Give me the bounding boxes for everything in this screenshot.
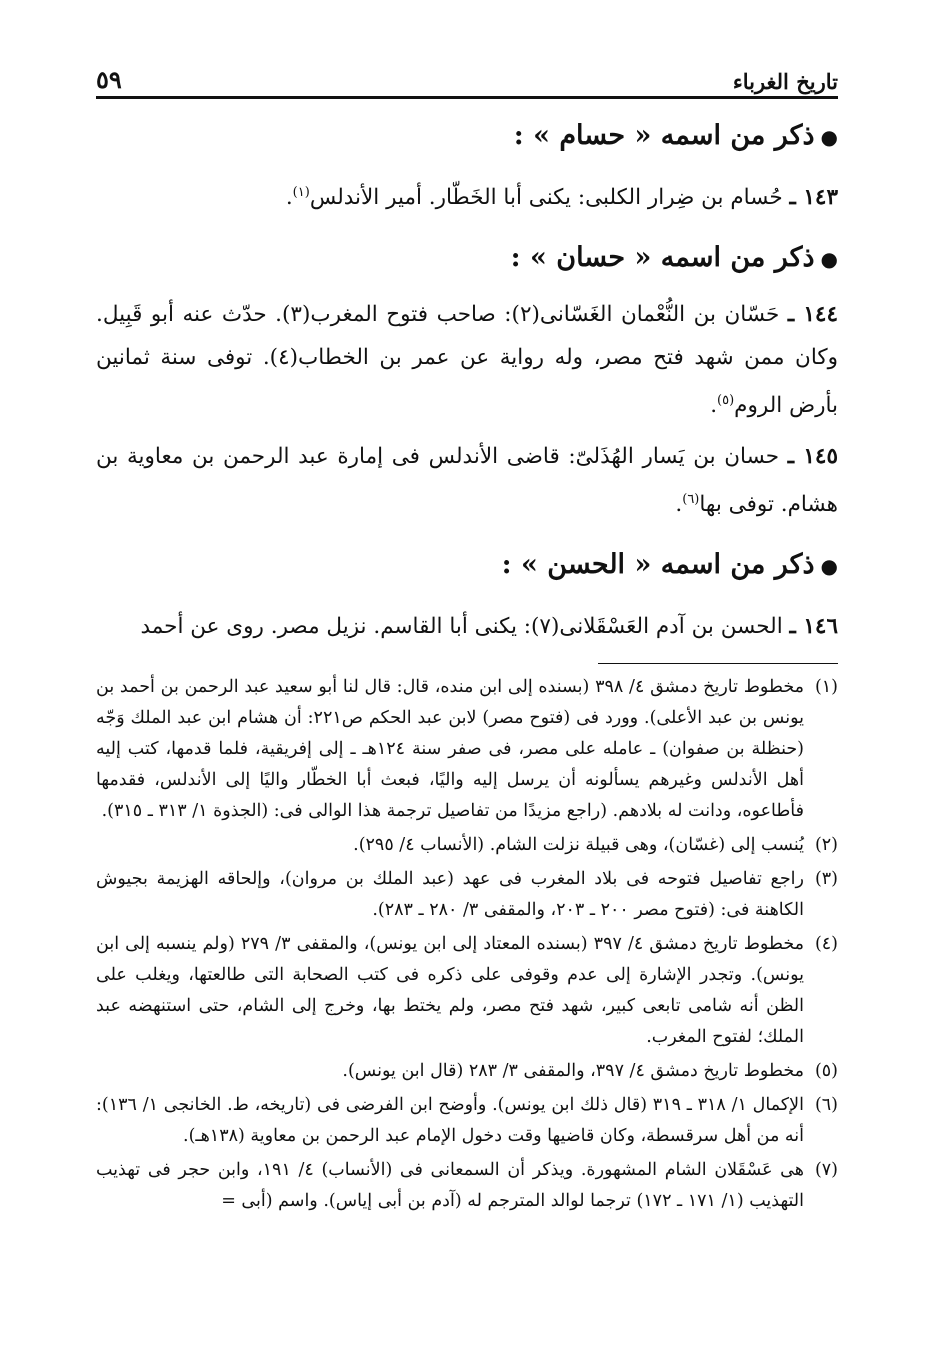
entry-text: الحسن بن آدم العَسْقَلانى(٧): يكنى أبا القاسم. نزيل مصر. روى عن أحمد bbox=[140, 614, 783, 640]
footnote bbox=[96, 672, 838, 827]
biography-entry bbox=[96, 600, 838, 648]
footnote bbox=[96, 830, 838, 861]
footnote bbox=[96, 1056, 838, 1087]
footnote-number: (٥) bbox=[814, 1060, 838, 1081]
biography-entry: ١٤٤ ـ حَسّان بن النُّعْمان الغَسّانى(٢): صاحب فتوح المغرب(٣). حدّث عنه أبو قَبِيل. وكان ممن شهد فتح مصر، وله رواية عن عمر بن الخطاب(٤). توفى سنة ثمانين بأرض الروم$^{(٥)}$. bbox=[96, 302, 838, 419]
footnote-ref: (٥) bbox=[717, 393, 735, 409]
footnote-text: مخطوط تاريخ دمشق ٤/ ٣٩٧ (بسنده المعتاد إلى ابن يونس)، والمقفى ٣/ ٢٧٩ (ولم ينسبه إلى ابن يونس). وتجدر الإشارة إلى عدم وقوفى على ذكره فى كتب الصحابة التى طالعتها، ويغلب على الظن أنه شامى تابعى كبير، شهد فتح مصر، ولم يختط بها، وخرج إلى الشام، حتى استنهضه عبد الملك؛ لفتوح المغرب. bbox=[96, 933, 804, 1047]
footnote-text: مخطوط تاريخ دمشق ٤/ ٣٩٧، والمقفى ٣/ ٢٨٣ (قال ابن يونس). bbox=[342, 1060, 804, 1081]
section-heading: ●ذكر من اسمه « حسان » : bbox=[510, 242, 838, 274]
footnote-number: (٢) bbox=[814, 834, 838, 855]
footnote-text: راجع تفاصيل فتوحه فى بلاد المغرب فى عهد (عبد الملك بن مروان)، وإلحاقه الهزيمة بجيوش الكاهنة فى: (فتوح مصر ٢٠٠ ـ ٢٠٣، والمقفى ٣/ ٢٨٠ ـ ٢٨٣). bbox=[96, 868, 804, 920]
footnote-number: (٤) bbox=[814, 933, 838, 954]
footnote bbox=[96, 864, 838, 926]
footnote-ref: (١) bbox=[292, 185, 310, 200]
footnote bbox=[96, 1090, 838, 1152]
bullet-icon: ● bbox=[820, 125, 838, 149]
footnote-divider bbox=[598, 663, 838, 664]
footnote-text: يُنسب إلى (غسّان)، وهى قبيلة نزلت الشام. (الأنساب ٤/ ٢٩٥). bbox=[353, 834, 804, 855]
footnote-text: مخطوط تاريخ دمشق ٤/ ٣٩٨ (بسنده إلى ابن منده، قال: قال لنا أبو سعيد عبد الرحمن بن أحمد بن يونس بن عبد الأعلى). وورد فى (فتوح مصر) لابن عبد الحكم ص٢٢١: أن هشام ابن عبد الملك وَجّه (حنظلة بن صفوان) ـ عامله على مصر، فى صفر سنة ١٢٤هـ ـ إلى إفريقية، فلما قدمها، كتب إليه أهل الأندلس وغيرهم يسألونه أن يرسل إليه واليًا، فبعث أبا الخطّار واليًا إلى الأندلس، فقدمها فأطاعوه، ودانت له بلادهم. (راجع مزيدًا من تفاصيل ترجمة هذا الوالى فى: (الجذوة ١/ ٣١٣ ـ ٣١٥). bbox=[96, 676, 805, 821]
entry-text: حُسام بن ضِرار الكلبى: يكنى أبا الخَطّار. أمير الأندلس bbox=[309, 185, 783, 211]
book-page bbox=[96, 58, 838, 1338]
footnote-number: (٣) bbox=[814, 868, 838, 889]
biography-entry: ١٤٥ ـ حسان بن يَسار الهُذَلىّ: قاضى الأندلس فى إمارة عبد الرحمن بن معاوية بن هشام. توفى بها$^{(٦)}$. bbox=[96, 444, 838, 518]
entry-text: حسان بن يَسار الهُذَلىّ: قاضى الأندلس فى إمارة عبد الرحمن بن معاوية بن هشام. توفى بها bbox=[96, 444, 838, 518]
running-head bbox=[96, 58, 838, 99]
main-text bbox=[96, 105, 838, 649]
footnote bbox=[96, 1155, 838, 1217]
entry-number: ١٤٦ ـ bbox=[789, 614, 838, 640]
footnote bbox=[96, 929, 838, 1053]
footnotes bbox=[96, 672, 838, 1217]
footnote-number: (١) bbox=[814, 676, 838, 697]
footnote-number: (٦) bbox=[814, 1094, 838, 1115]
entry-number: ١٤٣ ـ bbox=[789, 185, 838, 211]
entry-text: حَسّان بن النُّعْمان الغَسّانى(٢): صاحب فتوح المغرب(٣). حدّث عنه أبو قَبِيل. وكان ممن شهد فتح مصر، وله رواية عن عمر بن الخطاب(٤). توفى سنة ثمانين بأرض الروم bbox=[96, 302, 838, 419]
section-heading: ●ذكر من اسمه « الحسن » : bbox=[501, 549, 838, 581]
footnote-ref: (٦) bbox=[682, 492, 700, 508]
section-heading: ●ذكر من اسمه « حسام » : bbox=[513, 120, 838, 151]
running-title: تاريخ الغرباء bbox=[732, 69, 838, 94]
footnote-number: (٧) bbox=[814, 1159, 838, 1180]
entry-number: ١٤٥ ـ bbox=[787, 444, 838, 470]
page-number: ٥٩ bbox=[96, 65, 122, 94]
bullet-icon: ● bbox=[820, 554, 838, 579]
biography-entry: ١٤٣ ـ حُسام بن ضِرار الكلبى: يكنى أبا الخَطّار. أمير الأندلس$^{(١)}$. bbox=[285, 185, 838, 211]
bullet-icon: ● bbox=[820, 247, 838, 272]
entry-number: ١٤٤ ـ bbox=[787, 302, 838, 328]
footnote-text: الإكمال ١/ ٣١٨ ـ ٣١٩ (قال ذلك ابن يونس). وأوضح ابن الفرضى فى (تاريخه، ط. الخانجى ١/ ١٣٦): أنه من أهل سرقسطة، وكان قاضيها وقت دخول الإمام عبد الرحمن بن معاوية (١٣٨هـ). bbox=[96, 1094, 804, 1146]
footnote-text: هى عَسْقَلان الشام المشهورة. ويذكر أن السمعانى فى (الأنساب) ٤/ ١٩١، وابن حجر فى تهذيب التهذيب (١/ ١٧١ ـ ١٧٢) ترجما لوالد المترجم له (آدم بن أبى إياس). واسم (أبى = bbox=[96, 1159, 804, 1211]
